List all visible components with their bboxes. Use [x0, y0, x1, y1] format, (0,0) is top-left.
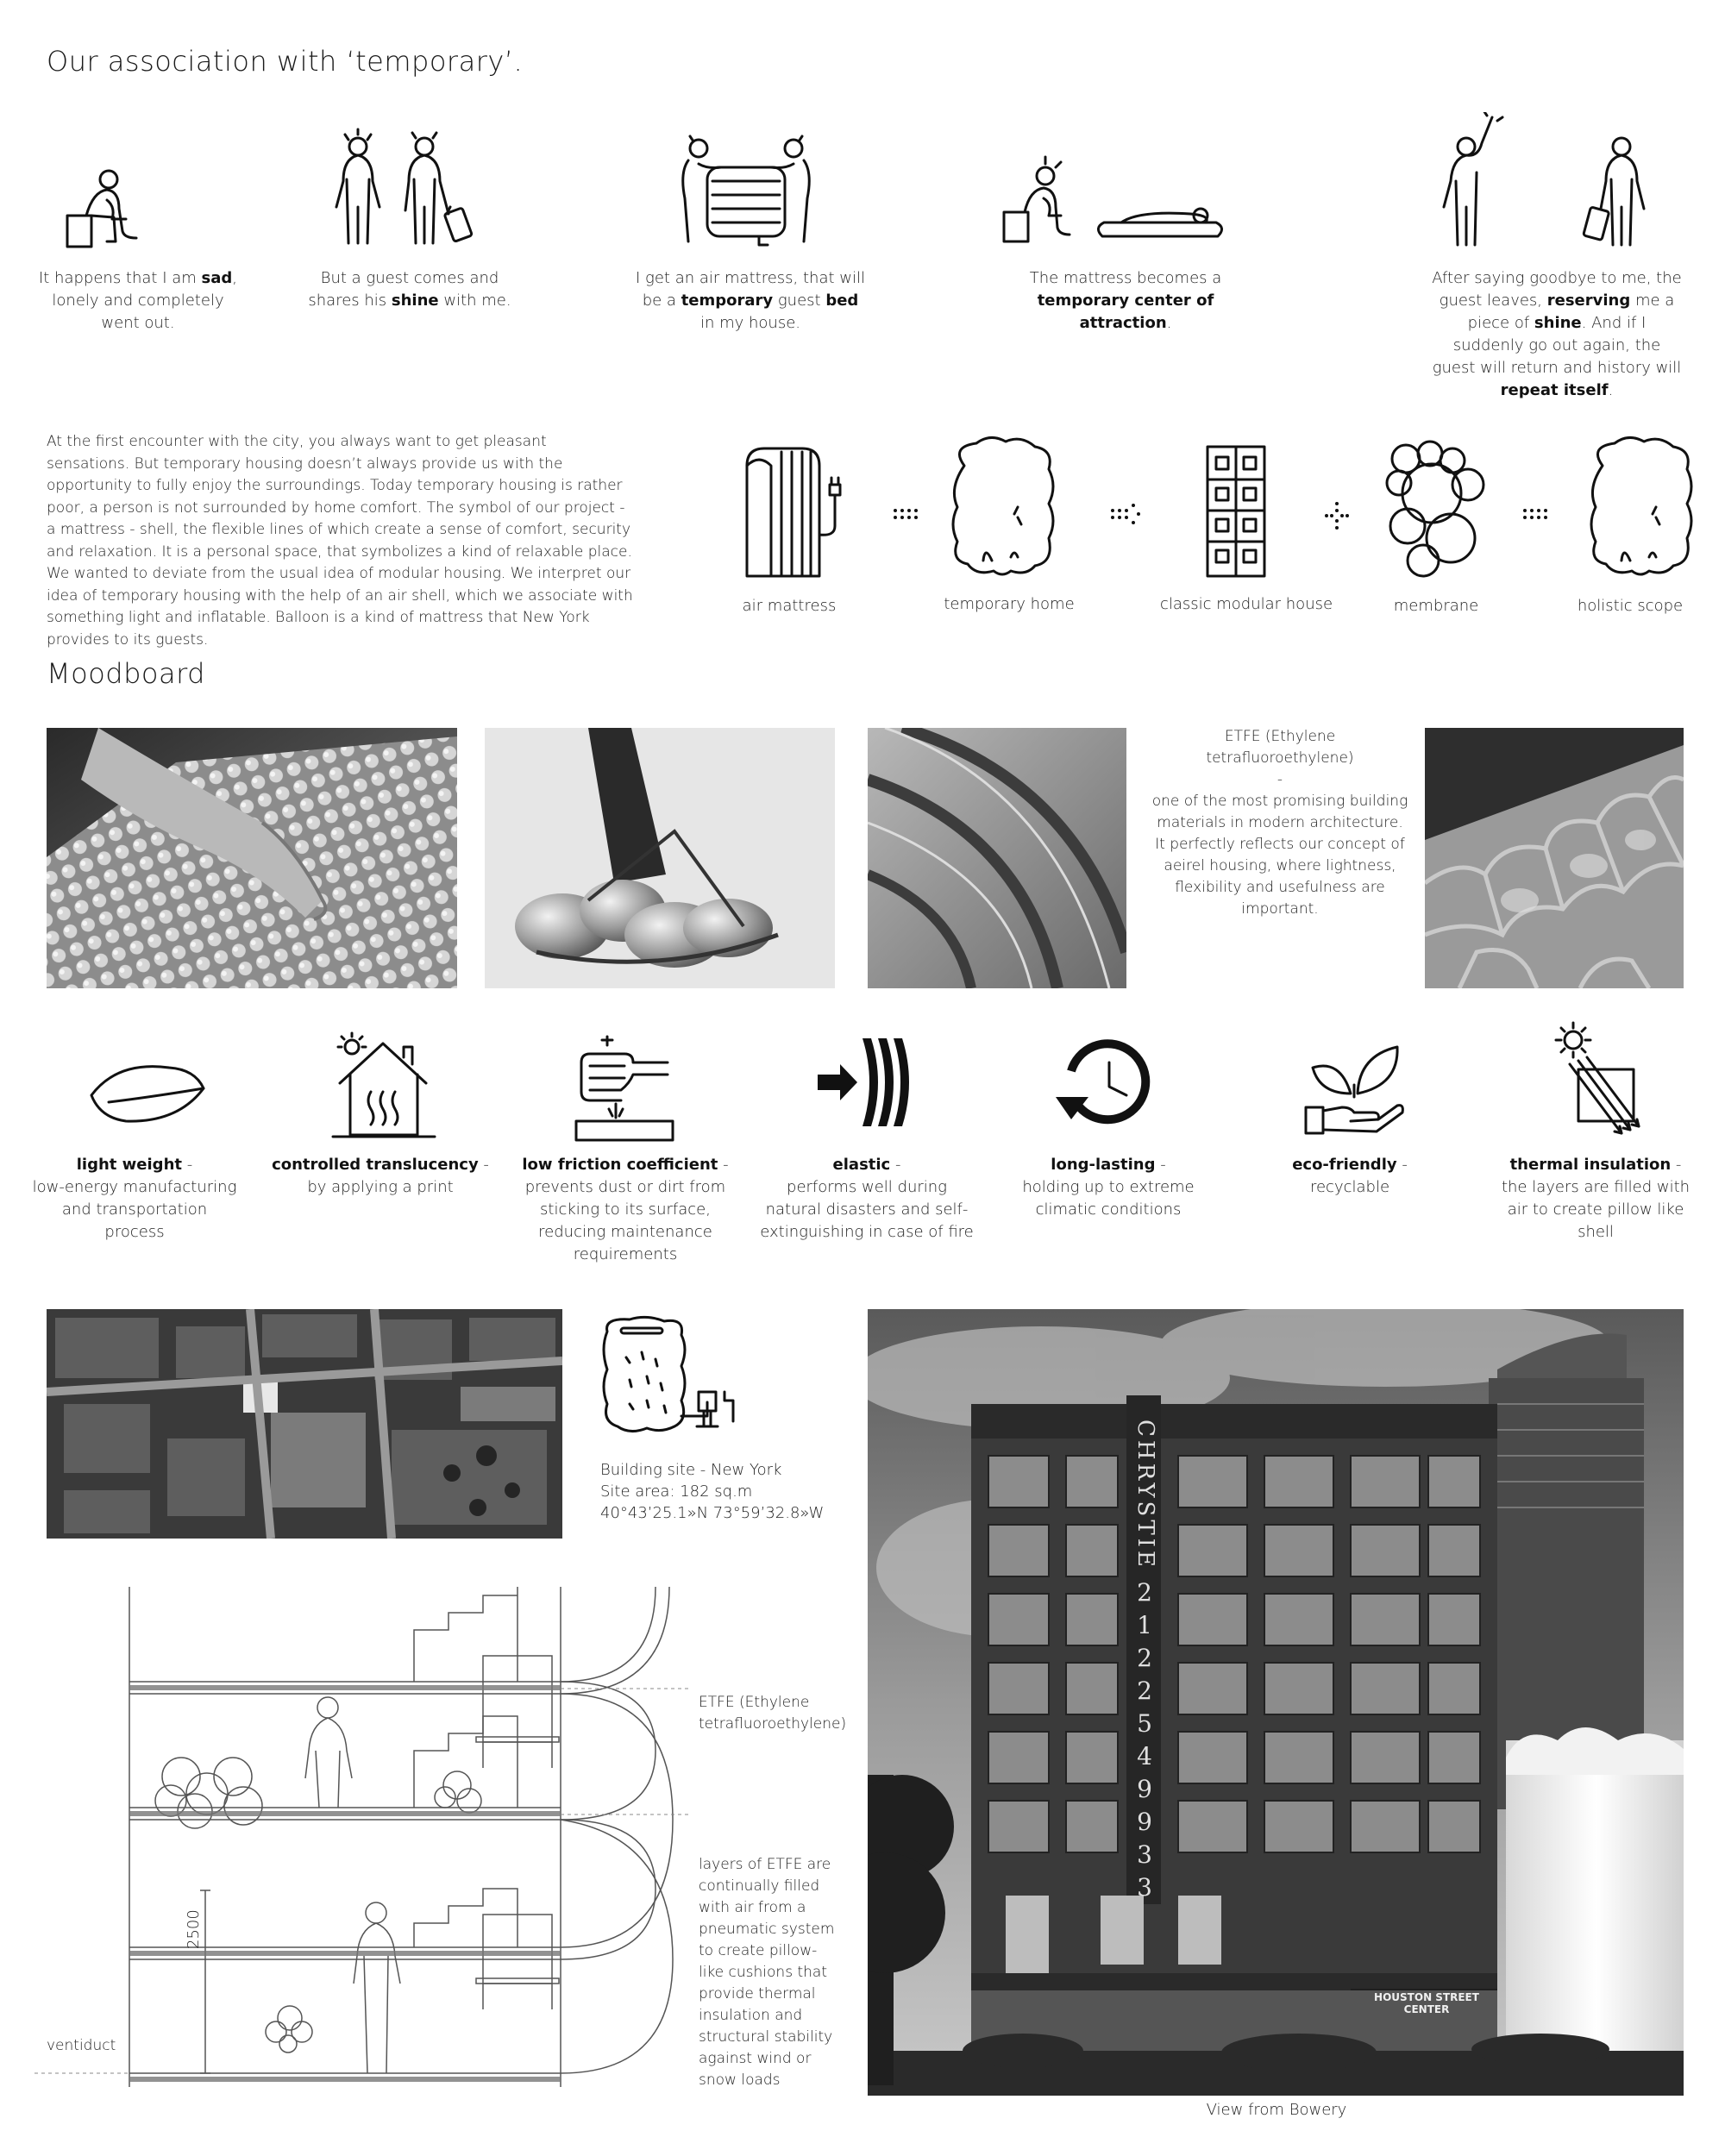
- section-label-ventiduct: ventiduct: [47, 2037, 116, 2054]
- site-info: [600, 1459, 876, 1524]
- property-title: eco-friendly: [1292, 1156, 1397, 1174]
- balloon-shoe-photo: [485, 728, 835, 988]
- membrane-icon: [1387, 442, 1484, 576]
- leaf-icon: [83, 1044, 212, 1138]
- property-eco-friendly: eco-friendly - recyclable: [1292, 1156, 1408, 1196]
- property-title: light weight: [76, 1156, 182, 1174]
- etfe-note-dash: -: [1276, 771, 1283, 788]
- bowery-view-photo: [868, 1309, 1684, 2096]
- property-title: thermal insulation: [1509, 1156, 1672, 1174]
- etfe-note-body: one of the most promising building materials in modern architecture. It perfectly reflects our concept of aeirel housing, where lightness, flexibility and usefulness are important.: [1151, 793, 1408, 918]
- house-sun-icon: [328, 1031, 440, 1144]
- etfe-note: [1151, 726, 1409, 920]
- property-elastic: elastic - performs well during natural disasters and self-extinguishing in case of fire: [760, 1156, 974, 1241]
- hand-surface-icon: [573, 1031, 676, 1144]
- intro-paragraph: At the first encounter with the city, you always want to get pleasant sensations. But temporary housing doesn’t always provide us with the opportunity to fully enjoy the surroundings. Today temporary housing is rather poor, a person is not surrounded by home comfort. The symbol of our project - a mattress - shell, the flexible lines of which create a sense of comfort, security and relaxation. It is a personal space, that symbolizes a kind of relaxable place. We wanted to deviate from the usual idea of modular housing. We interpret our idea of temporary housing with the help of an air shell, which we associate with something light and inflatable. Balloon is a kind of mattress that New York provides to its guests.: [47, 433, 633, 649]
- building-sign-chrystie: CHRYSTIE: [1132, 1420, 1158, 1570]
- concept-label-modular-house: classic modular house: [1159, 595, 1333, 613]
- building-sign-numbers: 2 1 2 2 5 4 9 9 3 3: [1137, 1578, 1152, 1902]
- modular-house-icon: [1208, 447, 1264, 576]
- site-coordinates: 40°43’25.1»N 73°59’32.8»W: [600, 1504, 825, 1522]
- property-desc: recyclable: [1309, 1178, 1390, 1196]
- story-illustration-mattress: [673, 129, 819, 250]
- property-desc: low-energy manufacturing and transportation process: [32, 1178, 237, 1241]
- air-mattress-icon: [747, 448, 840, 576]
- property-desc: prevents dust or dirt from sticking to its surface, reducing maintenance requirements: [524, 1178, 726, 1263]
- concept-label-holistic-scope: holistic scope: [1577, 597, 1684, 615]
- story-caption-3: I get an air mattress, that will be a temporary guest bed in my house.: [636, 269, 865, 332]
- section-label-layers: layers of ETFE are continually filled with air from a pneumatic system to create pillow-like cushions that provide thermal insulation and structural stability against wind or snow loads: [699, 1856, 835, 2089]
- story-caption-5: After saying goodbye to me, the guest leaves, reserving me a piece of shine. And if I suddenly go out again, the guest will return and history will repeat itself.: [1432, 269, 1682, 399]
- bubble-wrap-photo: [47, 728, 457, 988]
- pillow-module-sketch: [595, 1314, 750, 1444]
- concept-label-temporary-home: temporary home: [944, 595, 1075, 613]
- property-desc: performs well during natural disasters and self-extinguishing in case of fire: [760, 1178, 974, 1241]
- moodboard-heading: Moodboard: [47, 657, 205, 690]
- property-controlled-translucency: controlled translucency - by applying a print: [272, 1156, 489, 1196]
- etfe-facade-photo: [868, 728, 1126, 988]
- story-illustration-guest: [319, 128, 509, 248]
- concept-diagram: [733, 431, 1699, 586]
- property-title: low friction coefficient: [522, 1156, 718, 1174]
- elastic-arrow-icon: [814, 1035, 918, 1130]
- section-drawing: [0, 1578, 690, 2096]
- property-thermal-insulation: thermal insulation - the layers are filled with air to create pillow like shell: [1501, 1156, 1690, 1241]
- temporary-home-icon: [953, 437, 1053, 574]
- plant-hand-icon: [1302, 1033, 1406, 1137]
- property-title: elastic: [832, 1156, 891, 1174]
- property-desc: the layers are filled with air to create pillow like shell: [1501, 1178, 1690, 1241]
- bowery-photo-caption: View from Bowery: [1206, 2101, 1347, 2119]
- aerial-site-photo: [47, 1309, 562, 1539]
- property-light-weight: light weight - low-energy manufacturing and transportation process: [32, 1156, 237, 1241]
- property-title: controlled translucency: [272, 1156, 479, 1174]
- holistic-scope-icon: [1591, 437, 1691, 574]
- story-illustration-center: [1000, 147, 1233, 250]
- water-cube-photo: [1425, 728, 1684, 988]
- sun-window-icon: [1544, 1021, 1647, 1142]
- story-caption-4: The mattress becomes a temporary center of attraction.: [1029, 269, 1222, 332]
- concept-label-air-mattress: air mattress: [742, 597, 837, 615]
- property-title: long-lasting: [1051, 1156, 1156, 1174]
- site-area: Site area: 182 sq.m: [600, 1482, 753, 1501]
- association-heading: Our association with ‘temporary’.: [47, 45, 524, 78]
- section-dimension: 2500: [185, 1909, 203, 1949]
- property-desc: holding up to extreme climatic conditions: [1022, 1178, 1195, 1219]
- concept-label-membrane: membrane: [1393, 597, 1479, 615]
- property-low-friction: low friction coefficient - prevents dust or dirt from sticking to its surface, reducing maintenance requirements: [522, 1156, 729, 1263]
- property-desc: by applying a print: [307, 1178, 454, 1196]
- etfe-note-title: ETFE (Ethylene tetrafluoroethylene): [1206, 728, 1354, 767]
- property-long-lasting: long-lasting - holding up to extreme climatic conditions: [1022, 1156, 1195, 1219]
- story-illustration-sad: [52, 155, 155, 250]
- site-location: Building site - New York: [600, 1461, 782, 1479]
- story-caption-1: It happens that I am sad, lonely and completely went out.: [38, 269, 238, 332]
- building-sign-houston: HOUSTON STREET CENTER: [1374, 1991, 1479, 2015]
- story-illustration-goodbye: [1432, 112, 1656, 250]
- clock-cycle-icon: [1054, 1033, 1157, 1137]
- story-caption-2: But a guest comes and shares his shine with me.: [308, 269, 511, 310]
- section-label-etfe: ETFE (Ethylene tetrafluoroethylene): [699, 1694, 847, 1733]
